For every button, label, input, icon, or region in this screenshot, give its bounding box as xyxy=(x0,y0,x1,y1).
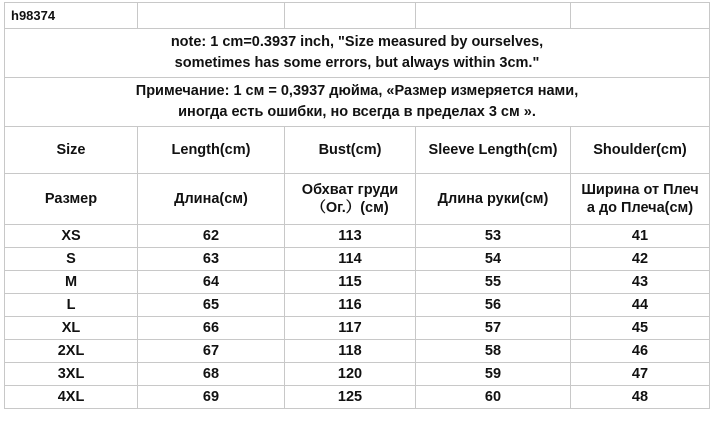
header-shoulder-ru-line-2: а до Плеча(см) xyxy=(586,200,694,216)
shoulder-cell: 48 xyxy=(571,386,710,409)
note-english-line-1: note: 1 cm=0.3937 inch, "Size measured by ourselves, xyxy=(170,34,544,50)
shoulder-cell: 44 xyxy=(571,294,710,317)
shoulder-cell: 42 xyxy=(571,248,710,271)
sleeve-cell: 60 xyxy=(416,386,571,409)
header-sleeve-ru-text: Длина руки(см) xyxy=(437,191,549,207)
header-size: Size xyxy=(5,127,138,174)
table-row xyxy=(5,248,710,271)
length-cell: 62 xyxy=(138,225,285,248)
bust-cell: 116 xyxy=(285,294,416,317)
size-cell: 2XL xyxy=(5,340,138,363)
shoulder-cell: 47 xyxy=(571,363,710,386)
empty-cell xyxy=(416,3,571,29)
shoulder-cell: 45 xyxy=(571,317,710,340)
header-row-english xyxy=(5,127,710,174)
header-sleeve-ru xyxy=(416,174,571,225)
size-cell: 3XL xyxy=(5,363,138,386)
shoulder-cell: 46 xyxy=(571,340,710,363)
table-row xyxy=(5,271,710,294)
size-cell: XS xyxy=(5,225,138,248)
header-length-ru xyxy=(138,174,285,225)
table-row xyxy=(5,294,710,317)
size-cell: S xyxy=(5,248,138,271)
product-code: h98374 xyxy=(5,3,138,29)
header-row-russian xyxy=(5,174,710,225)
note-russian xyxy=(5,78,710,127)
header-bust-ru-line-2: （Ог.）(см) xyxy=(311,200,389,216)
sleeve-cell: 56 xyxy=(416,294,571,317)
header-size-ru-text: Размер xyxy=(44,191,98,207)
note-english-line-2: sometimes has some errors, but always within 3cm." xyxy=(174,55,540,71)
note-english-row xyxy=(5,29,710,78)
header-bust-ru xyxy=(285,174,416,225)
length-cell: 65 xyxy=(138,294,285,317)
sleeve-cell: 58 xyxy=(416,340,571,363)
header-bust-ru-line-1: Обхват груди xyxy=(301,182,399,198)
size-cell: XL xyxy=(5,317,138,340)
header-shoulder-ru xyxy=(571,174,710,225)
length-cell: 68 xyxy=(138,363,285,386)
length-cell: 67 xyxy=(138,340,285,363)
note-russian-line-2: иногда есть ошибки, но всегда в пределах 3 см ». xyxy=(178,104,536,120)
header-length: Length(cm) xyxy=(138,127,285,174)
table-row xyxy=(5,317,710,340)
header-bust: Bust(cm) xyxy=(285,127,416,174)
product-code-row xyxy=(5,3,710,29)
bust-cell: 113 xyxy=(285,225,416,248)
table-row xyxy=(5,363,710,386)
sleeve-cell: 54 xyxy=(416,248,571,271)
table-row xyxy=(5,386,710,409)
size-cell: M xyxy=(5,271,138,294)
header-sleeve-length: Sleeve Length(cm) xyxy=(416,127,571,174)
length-cell: 63 xyxy=(138,248,285,271)
header-size-ru xyxy=(5,174,138,225)
sleeve-cell: 55 xyxy=(416,271,571,294)
sleeve-cell: 59 xyxy=(416,363,571,386)
header-shoulder: Shoulder(cm) xyxy=(571,127,710,174)
size-cell: L xyxy=(5,294,138,317)
size-cell: 4XL xyxy=(5,386,138,409)
table-row xyxy=(5,225,710,248)
empty-cell xyxy=(285,3,416,29)
length-cell: 66 xyxy=(138,317,285,340)
table-row xyxy=(5,340,710,363)
empty-cell xyxy=(571,3,710,29)
length-cell: 64 xyxy=(138,271,285,294)
length-cell: 69 xyxy=(138,386,285,409)
sleeve-cell: 57 xyxy=(416,317,571,340)
note-english xyxy=(5,29,710,78)
header-length-ru-text: Длина(см) xyxy=(174,191,248,207)
header-shoulder-ru-line-1: Ширина от Плеч xyxy=(581,182,699,198)
bust-cell: 125 xyxy=(285,386,416,409)
empty-cell xyxy=(138,3,285,29)
shoulder-cell: 43 xyxy=(571,271,710,294)
shoulder-cell: 41 xyxy=(571,225,710,248)
bust-cell: 114 xyxy=(285,248,416,271)
bust-cell: 120 xyxy=(285,363,416,386)
size-chart-sheet xyxy=(4,2,709,424)
bust-cell: 117 xyxy=(285,317,416,340)
note-russian-line-1: Примечание: 1 см = 0,3937 дюйма, «Размер измеряется нами, xyxy=(135,83,579,99)
note-russian-row xyxy=(5,78,710,127)
sleeve-cell: 53 xyxy=(416,225,571,248)
bust-cell: 118 xyxy=(285,340,416,363)
size-chart-table xyxy=(4,2,710,409)
bust-cell: 115 xyxy=(285,271,416,294)
